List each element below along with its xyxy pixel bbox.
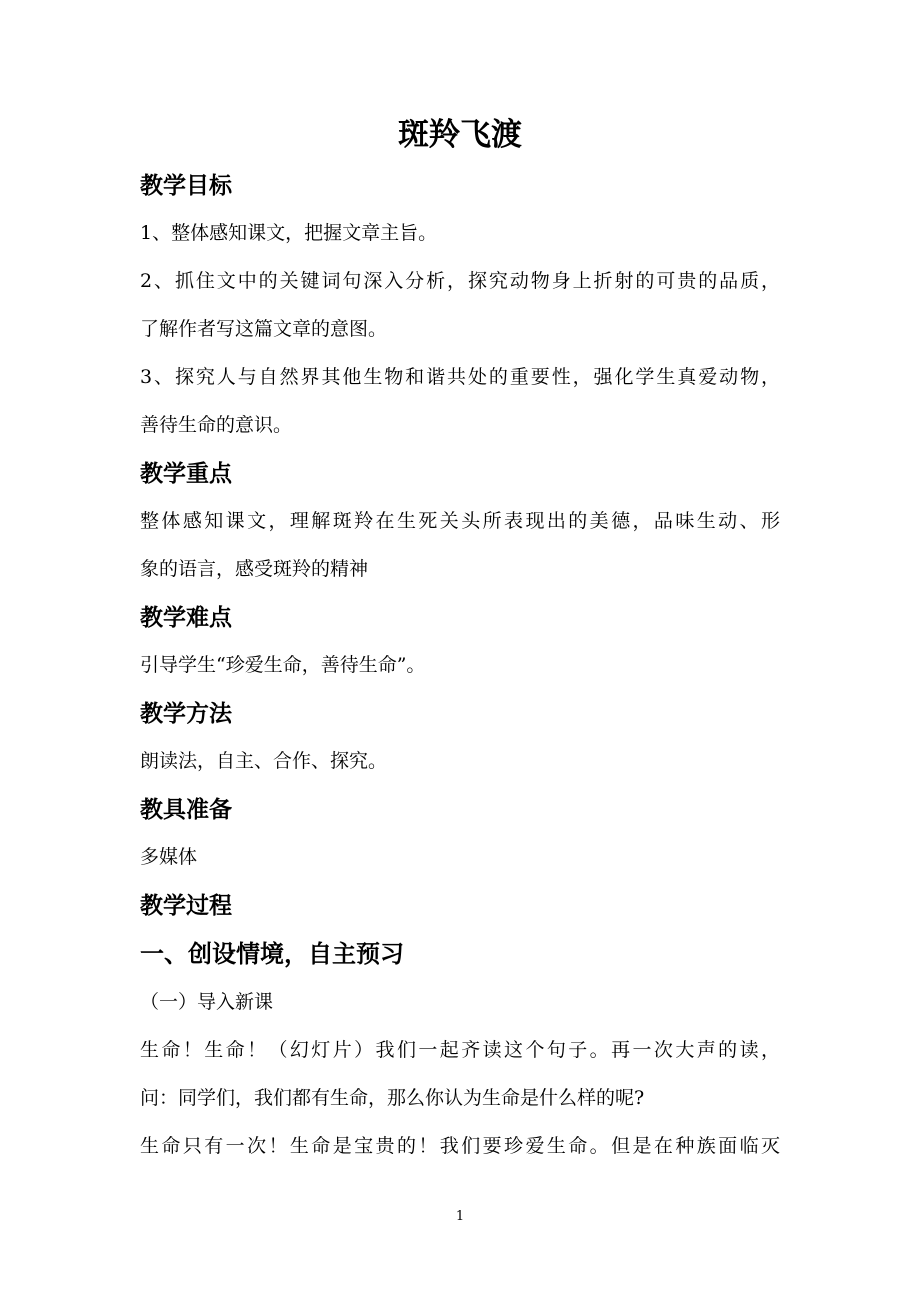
- section-heading-objectives: 教学目标: [140, 173, 232, 199]
- key-points-line-2: 象的语言，感受斑羚的精神: [140, 558, 369, 580]
- tools-line-1: 多媒体: [140, 846, 198, 868]
- process-section-1-heading: 一、创设情境，自主预习: [140, 940, 404, 968]
- section-heading-tools: 教具准备: [140, 797, 232, 823]
- section-heading-difficulties: 教学难点: [140, 605, 232, 631]
- process-paragraph-1-line-1: 生命！生命！（幻灯片）我们一起齐读这个句子。再一次大声的读，: [140, 1039, 780, 1061]
- section-heading-key-points: 教学重点: [140, 461, 232, 487]
- section-heading-process: 教学过程: [140, 893, 232, 919]
- methods-line-1: 朗读法，自主、合作、探究。: [140, 750, 388, 772]
- page-number: 1: [455, 1209, 465, 1224]
- objective-item-3-line-2: 善待生命的意识。: [140, 414, 293, 436]
- key-points-line-1: 整体感知课文，理解斑羚在生死关头所表现出的美德，品味生动、形: [140, 510, 780, 532]
- objective-item-1: 1、整体感知课文，把握文章主旨。: [140, 222, 438, 244]
- difficulties-line-1: 引导学生“珍爱生命，善待生命”。: [140, 654, 426, 676]
- objective-item-3-line-1: 3、探究人与自然界其他生物和谐共处的重要性，强化学生真爱动物，: [140, 366, 780, 388]
- process-subsection-1-heading: （一）导入新课: [140, 991, 274, 1013]
- process-paragraph-1-line-2: 问：同学们，我们都有生命，那么你认为生命是什么样的呢?: [140, 1087, 645, 1109]
- process-paragraph-2-line-1: 生命只有一次！生命是宝贵的！我们要珍爱生命。但是在种族面临灭: [140, 1135, 780, 1157]
- objective-item-2-line-2: 了解作者写这篇文章的意图。: [140, 318, 388, 340]
- objective-item-2-line-1: 2、抓住文中的关键词句深入分析，探究动物身上折射的可贵的品质，: [140, 270, 780, 292]
- document-title: 斑羚飞渡: [398, 117, 522, 153]
- section-heading-methods: 教学方法: [140, 701, 232, 727]
